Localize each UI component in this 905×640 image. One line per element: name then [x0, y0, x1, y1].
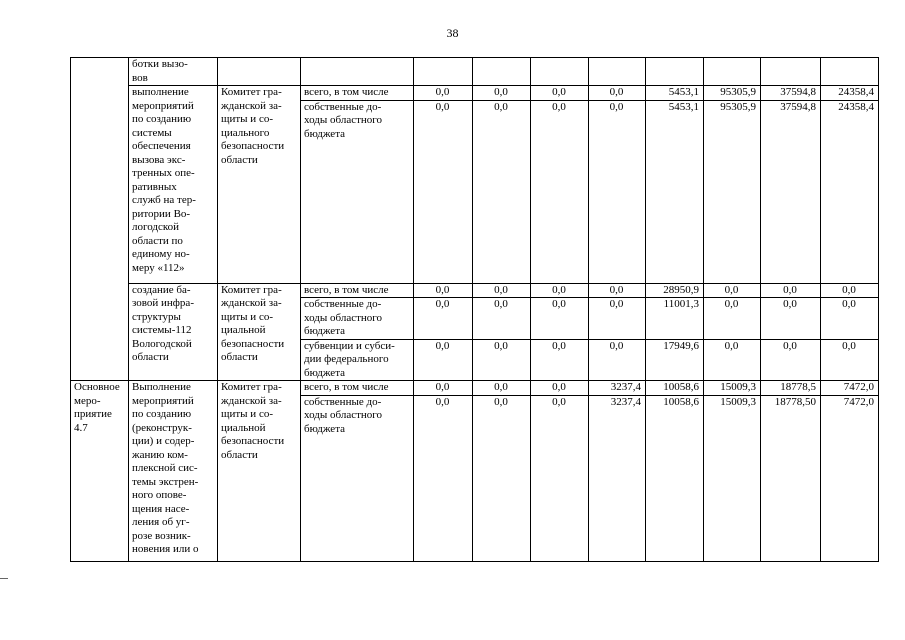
value-cell: 0,0 [704, 339, 761, 381]
value-cell: 0,0 [414, 100, 473, 283]
value-cell: 0,0 [473, 283, 531, 298]
source-cell: всего, в том числе [301, 283, 414, 298]
value-cell: 5453,1 [646, 86, 704, 101]
value-cell: 0,0 [589, 298, 646, 340]
value-cell: 0,0 [414, 283, 473, 298]
value-cell: 3237,4 [589, 381, 646, 396]
value-cell: 24358,4 [821, 100, 879, 283]
executor-cell: Комитет гра- жданской за- щиты и со- циальной безопасности области [218, 381, 301, 562]
executor-cell: Комитет гра- жданской за- щиты и со- циального безопасности области [218, 86, 301, 284]
value-cell: 0,0 [531, 298, 589, 340]
value-cell: 0,0 [414, 339, 473, 381]
value-cell: 7472,0 [821, 395, 879, 561]
source-cell: собственные до- ходы областного бюджета [301, 395, 414, 561]
value-cell: 0,0 [589, 86, 646, 101]
value-cell: 0,0 [821, 339, 879, 381]
value-cell: 0,0 [531, 283, 589, 298]
value-cell: 0,0 [761, 283, 821, 298]
value-cell: 10058,6 [646, 395, 704, 561]
value-cell: 5453,1 [646, 100, 704, 283]
value-cell: 0,0 [414, 381, 473, 396]
value-cell: 11001,3 [646, 298, 704, 340]
scan-mark [0, 578, 8, 579]
value-cell: 0,0 [473, 381, 531, 396]
status-cell-empty [71, 58, 129, 381]
value-cell: 37594,8 [761, 100, 821, 283]
value-cell: 0,0 [821, 283, 879, 298]
source-cell: собственные до- ходы областного бюджета [301, 100, 414, 283]
value-cell: 15009,3 [704, 381, 761, 396]
value-cell: 0,0 [531, 395, 589, 561]
page-number: 38 [446, 26, 459, 40]
event-cell: Выполнение мероприятий по созданию (реконструк- ции) и содер- жанию ком- плексной сис- темы экстрен- ного опове- щения насе- ления об уг- розе возник- новения или о [129, 381, 218, 562]
value-cell: 0,0 [761, 339, 821, 381]
source-cell: всего, в том числе [301, 86, 414, 101]
value-cell: 0,0 [531, 100, 589, 283]
value-cell: 0,0 [473, 395, 531, 561]
value-cell: 7472,0 [821, 381, 879, 396]
event-cell-fragment: ботки вызо- вов [129, 58, 218, 86]
value-cell: 17949,6 [646, 339, 704, 381]
value-cell: 10058,6 [646, 381, 704, 396]
executor-cell: Комитет гра- жданской за- щиты и со- циальной безопасности области [218, 283, 301, 381]
value-cell: 18778,5 [761, 381, 821, 396]
value-cell: 0,0 [414, 395, 473, 561]
source-cell: субвенции и субси- дии федерального бюджета [301, 339, 414, 381]
value-cell: 0,0 [821, 298, 879, 340]
value-cell: 0,0 [473, 298, 531, 340]
value-cell: 0,0 [531, 86, 589, 101]
value-cell: 37594,8 [761, 86, 821, 101]
value-cell: 0,0 [473, 100, 531, 283]
value-cell: 95305,9 [704, 86, 761, 101]
value-cell: 28950,9 [646, 283, 704, 298]
value-cell: 24358,4 [821, 86, 879, 101]
value-cell: 95305,9 [704, 100, 761, 283]
table-row [71, 381, 879, 396]
event-cell: создание ба- зовой инфра- структуры системы-112 Вологодской области [129, 283, 218, 381]
value-cell: 0,0 [531, 381, 589, 396]
value-cell: 15009,3 [704, 395, 761, 561]
value-cell: 0,0 [531, 339, 589, 381]
value-cell: 0,0 [761, 298, 821, 340]
table-row [71, 86, 879, 101]
status-cell: Основное меро- приятие 4.7 [71, 381, 129, 562]
value-cell: 0,0 [704, 298, 761, 340]
value-cell: 0,0 [473, 86, 531, 101]
budget-table [70, 57, 879, 562]
value-cell: 0,0 [589, 339, 646, 381]
value-cell: 0,0 [704, 283, 761, 298]
event-cell: выполнение мероприятий по созданию системы обеспечения вызова экс- тренных опе- ративных служб на тер- ритории Во- логодской области по единому но- меру «112» [129, 86, 218, 284]
value-cell: 18778,50 [761, 395, 821, 561]
table-row [71, 58, 879, 86]
value-cell: 3237,4 [589, 395, 646, 561]
value-cell: 0,0 [414, 298, 473, 340]
table-row [71, 283, 879, 298]
value-cell: 0,0 [414, 86, 473, 101]
value-cell: 0,0 [589, 100, 646, 283]
value-cell: 0,0 [589, 283, 646, 298]
value-cell: 0,0 [473, 339, 531, 381]
source-cell: собственные до- ходы областного бюджета [301, 298, 414, 340]
source-cell: всего, в том числе [301, 381, 414, 396]
